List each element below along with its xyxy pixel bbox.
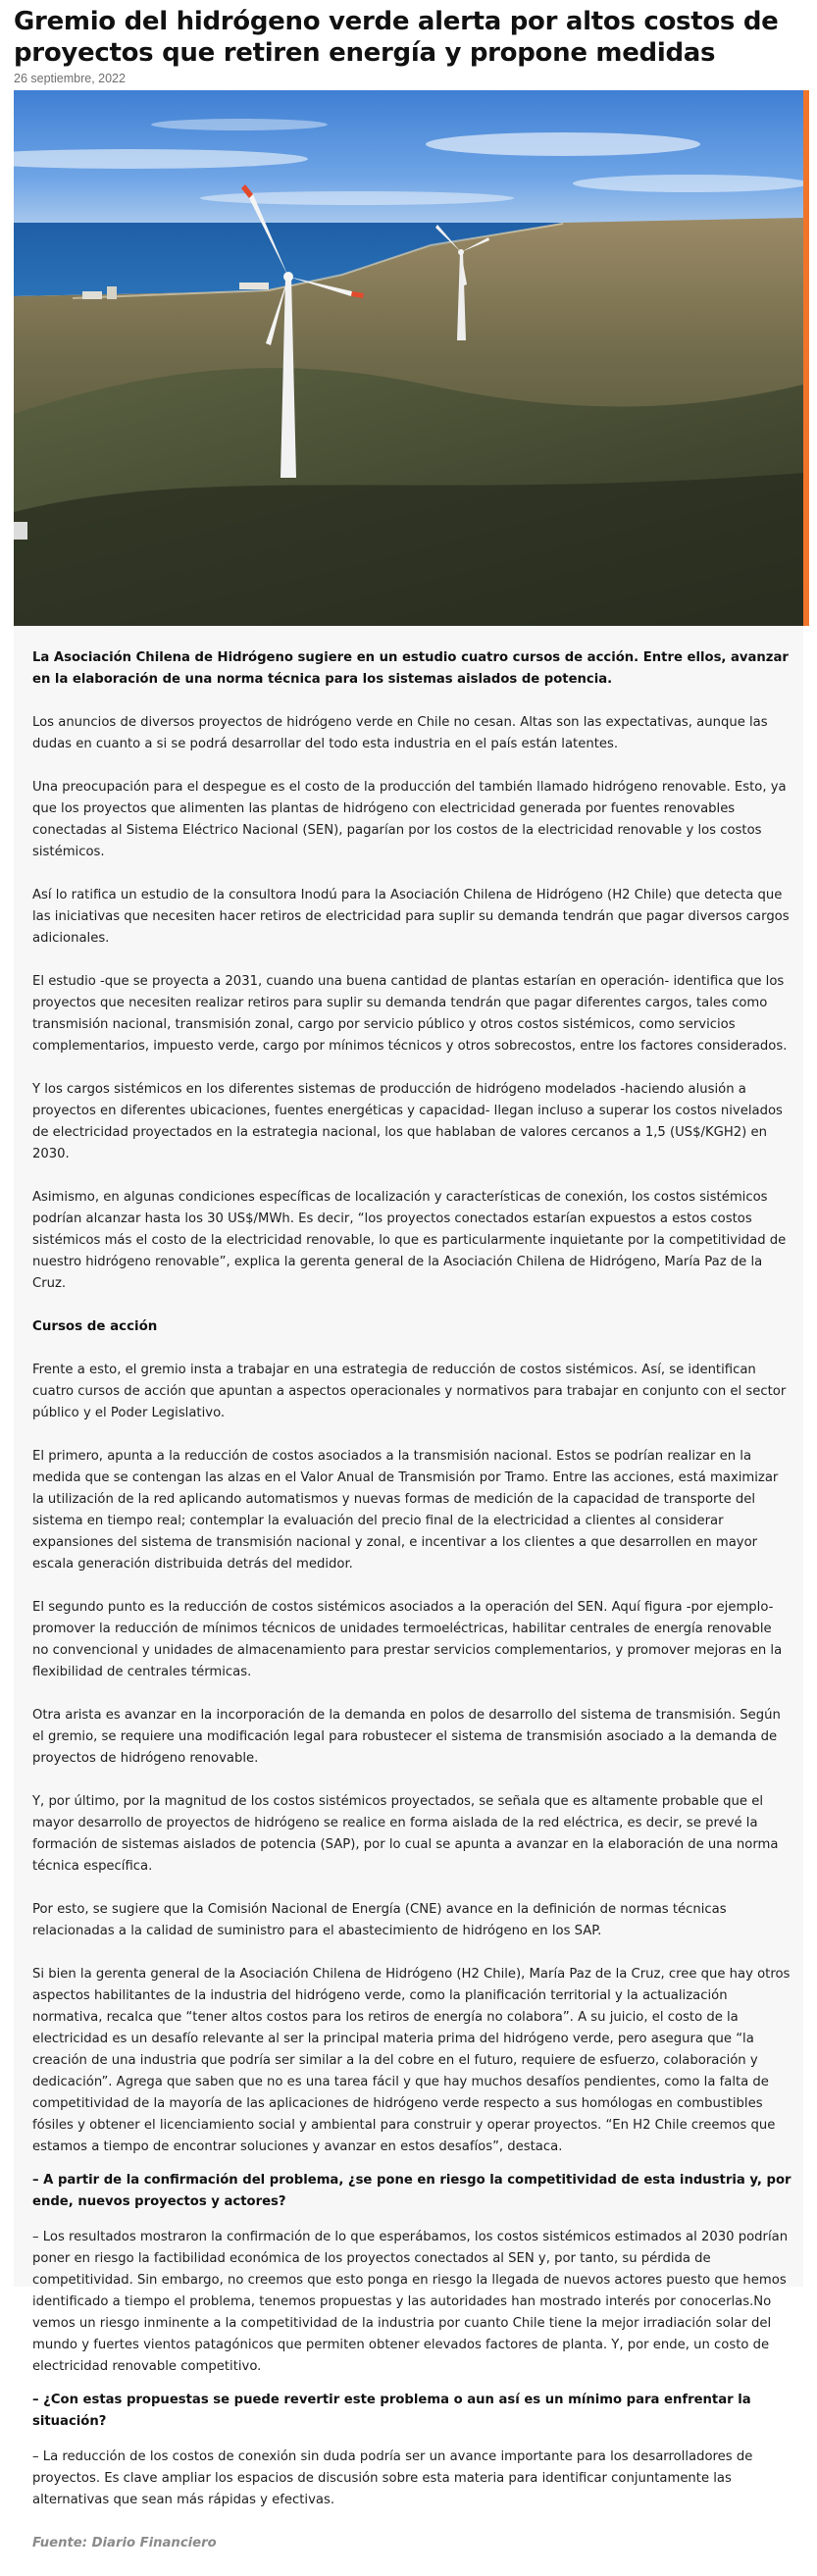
paragraph: Asimismo, en algunas condiciones específicas de localización y características de conexión, los costos sistémicos podrían alcanzar hasta los 30 US$/MWh. Es decir, “los proyectos conectados estarían expuestos a estos costos sistémicos más el costo de la electricidad renovable, lo que es particularmente inquietante por la competitividad de nuestro hidrógeno renovable”, explica la gerenta general de la Asociación Chilena de Hidrógeno, María Paz de la Cruz.	[32, 1190, 787, 1291]
section-heading: Cursos de acción	[32, 1319, 158, 1334]
article-source: Fuente: Diario Financiero	[32, 2536, 217, 2550]
paragraph: Los anuncios de diversos proyectos de hidrógeno verde en Chile no cesan. Altas son las expectativas, aunque las dudas en cuanto a si se podrá desarrollar del todo esta industria en el país están latentes.	[32, 715, 768, 751]
paragraph: El segundo punto es la reducción de costos sistémicos asociados a la operación del SEN. Aquí figura -por ejemplo- promover la reducción de mínimos técnicos de unidades termoeléctricas, habilitar centrales de energía renovable no convencional y unidades de almacenamiento para prestar servicios complementarios, y promover mejoras en la flexibilidad de centrales térmicas.	[32, 1600, 783, 1679]
article-lead: La Asociación Chilena de Hidrógeno sugiere en un estudio cuatro cursos de acción. Entre ellos, avanzar en la elaboración de una norma técnica para los sistemas aislados de potencia.	[32, 650, 789, 687]
article-title: Gremio del hidrógeno verde alerta por altos costos de proyectos que retiren energía y propone medidas	[14, 7, 779, 68]
interview-answer: – La reducción de los costos de conexión sin duda podría ser un avance importante para los desarrolladores de proyectos. Es clave ampliar los espacios de discusión sobre esta materia para identificar conjuntamente las alternativas que sean más rápidas y efectivas.	[32, 2449, 753, 2507]
paragraph: Por esto, se sugiere que la Comisión Nacional de Energía (CNE) avance en la definición de normas técnicas relacionadas a la calidad de suministro para el abastecimiento de hidrógeno en los SAP.	[32, 1902, 727, 1938]
paragraph: Si bien la gerenta general de la Asociación Chilena de Hidrógeno (H2 Chile), María Paz de la Cruz, cree que hay otros aspectos habilitantes de la industria del hidrógeno verde, como la planificación territorial y la actualización normativa, recalca que “tener altos costos para los retiros de energía no colabora”. A su juicio, el costo de la electricidad es un desafío relevante al ser la principal materia prima del hidrógeno verde, pero asegura que “la creación de una industria que podría ser similar a la del cobre en el futuro, requiere de esfuerzo, colaboración y dedicación”. Agrega que saben que no es una tarea fácil y que hay muchos desafíos pendientes, como la falta de competitividad de la mayoría de las aplicaciones de hidrógeno verde respecto a sus homólogas en combustibles fósiles y obtener el licenciamiento social y ambiental para construir y operar proyectos. “En H2 Chile creemos que estamos a tiempo de encontrar soluciones y avanzar en estos desafíos”, destaca.	[32, 1967, 791, 2154]
article-content	[32, 647, 791, 2576]
paragraph: Y los cargos sistémicos en los diferentes sistemas de producción de hidrógeno modelados -haciendo alusión a proyectos en diferentes ubicaciones, fuentes energéticas y capacidad- llegan incluso a superar los costos nivelados de electricidad proyectados en la estrategia nacional, los que hablaban de valores cercanos a 1,5 (US$/KGH2) en 2030.	[32, 1082, 783, 1161]
paragraph: Frente a esto, el gremio insta a trabajar en una estrategia de reducción de costos sistémicos. Así, se identifican cuatro cursos de acción que apuntan a aspectos operacionales y normativos para trabajar en conjunto con el sector público y el Poder Legislativo.	[32, 1363, 787, 1420]
interview-question: – A partir de la confirmación del problema, ¿se pone en riesgo la competitividad de esta industria y, por ende, nuevos proyectos y actores?	[32, 2173, 791, 2209]
interview-question: – ¿Con estas propuestas se puede revertir este problema o aun así es un mínimo para enfrentar la situación?	[32, 2393, 751, 2429]
paragraph: Una preocupación para el despegue es el costo de la producción del también llamado hidrógeno renovable. Esto, ya que los proyectos que alimenten las plantas de hidrógeno con electricidad generada por fuentes renovables conectadas al Sistema Eléctrico Nacional (SEN), pagarían por los costos de la electricidad renovable y los costos sistémicos.	[32, 780, 787, 859]
paragraph: Así lo ratifica un estudio de la consultora Inodú para la Asociación Chilena de Hidrógeno (H2 Chile) que detecta que las iniciativas que necesiten hacer retiros de electricidad para suplir su demanda tendrán que pagar diversos cargos adicionales.	[32, 888, 790, 946]
paragraph: El estudio -que se proyecta a 2031, cuando una buena cantidad de plantas estarían en operación- identifica que los proyectos que necesiten realizar retiros para suplir su demanda tendrán que pagar diferentes cargos, tales como transmisión nacional, transmisión zonal, cargo por servicio público y otros costos sistémicos, como servicios complementarios, impuesto verde, cargo por mínimos técnicos y otros sobrecostos, entre los factores considerados.	[32, 974, 788, 1054]
accent-bar	[803, 90, 809, 626]
paragraph: Otra arista es avanzar en la incorporación de la demanda en polos de desarrollo del sistema de transmisión. Según el gremio, se requiere una modificación legal para robustecer el sistema de transmisión asociado a la demanda de proyectos de hidrógeno renovable.	[32, 1708, 781, 1766]
wind-turbines-coast-photo	[14, 90, 803, 626]
article-date: 26 septiembre, 2022	[14, 72, 126, 85]
paragraph: El primero, apunta a la reducción de costos asociados a la transmisión nacional. Estos se podrían realizar en la medida que se contengan las alzas en el Valor Anual de Transmisión por Tramo. Entre las acciones, está maximizar la utilización de la red aplicando automatismos y nuevas formas de medición de la capacidad de transporte del sistema en tiempo real; contemplar la evaluación del precio final de la electricidad a clientes al considerar expansiones del sistema de transmisión nacional y zonal, e incentivar a los clientes a que desarrollen en mayor escala generación distribuida detrás del medidor.	[32, 1449, 779, 1571]
paragraph: Y, por último, por la magnitud de los costos sistémicos proyectados, se señala que es altamente probable que el mayor desarrollo de proyectos de hidrógeno se realice en forma aislada de la red eléctrica, es decir, se prevé la formación de sistemas aislados de potencia (SAP), por lo cual se apunta a avanzar en la elaboración de una norma técnica específica.	[32, 1794, 779, 1874]
interview-answer: – Los resultados mostraron la confirmación de lo que esperábamos, los costos sistémicos estimados al 2030 podrían poner en riesgo la factibilidad económica de los proyectos conectados al SEN y, por tanto, su pérdida de competitividad. Sin embargo, no creemos que esto ponga en riesgo la llegada de nuevos actores puesto que hemos identificado a tiempo el problema, tenemos propuestas y las autoridades han mostrado interés por conocerlas.No vemos un riesgo inminente a la competitividad de la industria por cuanto Chile tiene la mejor irradiación solar del mundo y fuertes vientos patagónicos que permiten obtener elevados factores de planta. Y, por ende, un costo de electricidad renovable competitivo.	[32, 2230, 789, 2374]
